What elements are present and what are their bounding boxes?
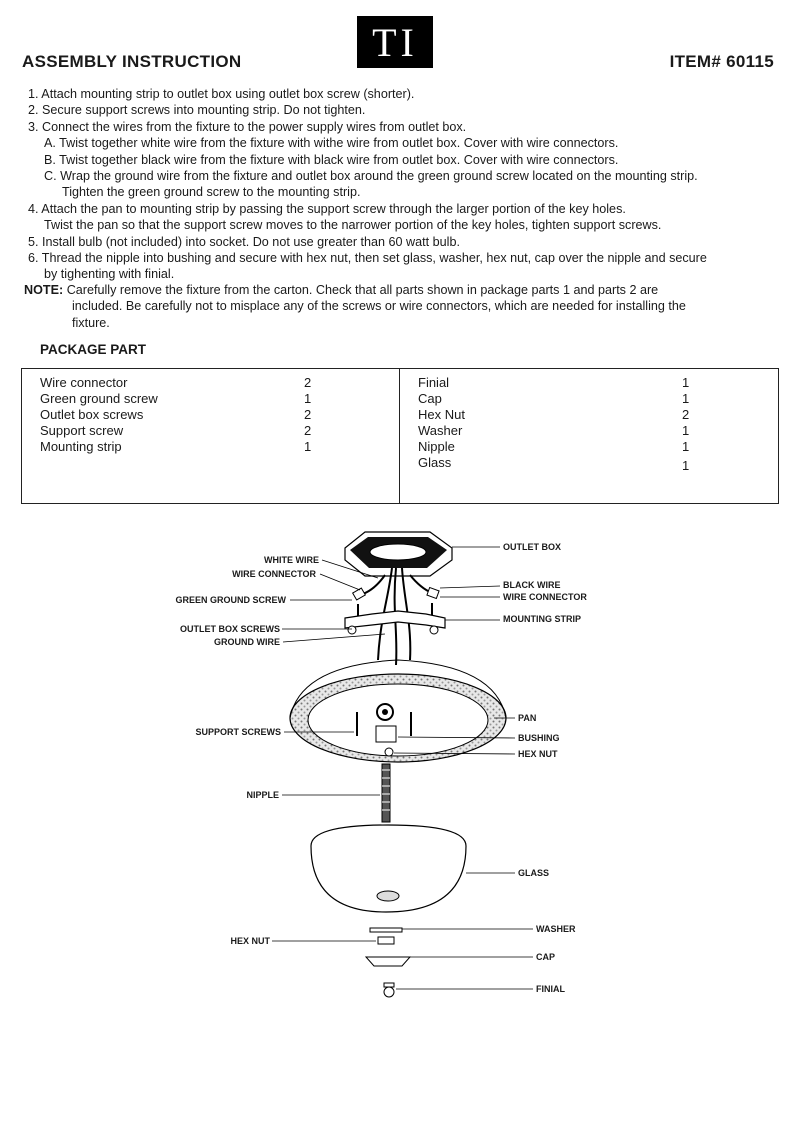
page-title: ASSEMBLY INSTRUCTION — [22, 52, 242, 71]
label-black-wire: BLACK WIRE — [503, 580, 561, 590]
step-4-cont: Twist the pan so that the support screw moves to the narrower portion of the key holes, tighten support screws. — [44, 218, 662, 233]
hex-nut-bottom — [378, 937, 394, 944]
part-qty: 2 — [682, 407, 690, 422]
assembly-diagram — [0, 520, 808, 1010]
label-hex-nut-left: HEX NUT — [230, 936, 270, 946]
nipple — [382, 764, 390, 822]
label-support-screws: SUPPORT SCREWS — [195, 727, 281, 737]
note-label: NOTE: — [24, 283, 64, 297]
label-mounting-strip: MOUNTING STRIP — [503, 614, 581, 624]
note-line-2: included. Be carefully not to misplace any of the screws or wire connectors, which are needed for installing the — [72, 299, 686, 314]
package-table — [21, 368, 779, 504]
part-name: Cap — [418, 391, 442, 406]
step-3c-cont: Tighten the green ground screw to the mounting strip. — [62, 185, 361, 200]
item-number: ITEM# 60115 — [669, 52, 774, 71]
part-name: Support screw — [40, 423, 124, 438]
part-name: Nipple — [418, 439, 455, 454]
label-glass: GLASS — [518, 868, 550, 878]
step-3: 3. Connect the wires from the fixture to the power supply wires from outlet box. — [28, 119, 467, 134]
cap — [366, 957, 410, 966]
label-ground-wire: GROUND WIRE — [214, 637, 280, 647]
label-hex-nut-right: HEX NUT — [518, 749, 558, 759]
part-name: Hex Nut — [418, 407, 465, 422]
part-qty: 1 — [304, 391, 312, 406]
label-wire-connector-right: WIRE CONNECTOR — [503, 592, 587, 602]
note-block — [24, 282, 794, 331]
step-2: 2. Secure support screws into mounting strip. Do not tighten. — [28, 103, 366, 118]
part-qty: 2 — [304, 407, 312, 422]
label-outlet-box: OUTLET BOX — [503, 542, 561, 552]
part-name: Wire connector — [40, 375, 128, 390]
part-qty: 1 — [682, 375, 690, 390]
note-line-1: Carefully remove the fixture from the carton. Check that all parts shown in package parts 1 and parts 2 are — [66, 283, 659, 297]
step-3c: C. Wrap the ground wire from the fixture and outlet box around the green ground screw located on the mounting strip. — [44, 169, 698, 184]
label-wire-connector-left: WIRE CONNECTOR — [232, 569, 316, 579]
step-5: 5. Install bulb (not included) into socket. Do not use greater than 60 watt bulb. — [28, 234, 460, 249]
instruction-steps — [28, 86, 798, 283]
note-line-3: fixture. — [72, 315, 110, 330]
part-name: Mounting strip — [40, 439, 122, 454]
package-title: PACKAGE PART — [40, 342, 147, 357]
outlet-box — [345, 532, 452, 576]
label-washer: WASHER — [536, 924, 576, 934]
part-qty: 1 — [682, 391, 690, 406]
part-name: Washer — [418, 423, 463, 438]
part-qty: 1 — [682, 439, 690, 454]
part-qty: 2 — [304, 375, 312, 390]
label-cap: CAP — [536, 952, 556, 962]
part-qty: 1 — [304, 439, 312, 454]
step-1: 1. Attach mounting strip to outlet box using outlet box screw (shorter). — [28, 87, 415, 101]
step-6-cont: by tighenting with finial. — [44, 267, 175, 282]
part-name: Finial — [418, 375, 450, 390]
logo-text: TI — [372, 19, 418, 65]
label-white-wire: WHITE WIRE — [264, 555, 319, 565]
glass — [311, 825, 466, 912]
washer — [370, 928, 402, 932]
label-green-ground-screw: GREEN GROUND SCREW — [175, 595, 286, 605]
step-6: 6. Thread the nipple into bushing and secure with hex nut, then set glass, washer, hex nut, cap over the nipple and secure — [28, 251, 707, 266]
part-name: Green ground screw — [40, 391, 158, 406]
label-pan: PAN — [518, 713, 537, 723]
label-outlet-box-screws: OUTLET BOX SCREWS — [179, 624, 280, 634]
step-3a: A. Twist together white wire from the fixture with withe wire from outlet box. Cover with wire connectors. — [44, 136, 619, 151]
part-qty: 1 — [682, 423, 690, 438]
brand-logo — [357, 16, 433, 68]
label-nipple: NIPPLE — [246, 790, 279, 800]
table-divider — [399, 369, 400, 503]
label-finial: FINIAL — [536, 984, 565, 994]
part-qty: 1 — [682, 458, 690, 473]
step-4: 4. Attach the pan to mounting strip by passing the support screw through the larger portion of the key holes. — [28, 201, 626, 216]
pan — [290, 660, 506, 762]
part-name: Outlet box screws — [40, 407, 144, 422]
part-qty: 2 — [304, 423, 312, 438]
step-3b: B. Twist together black wire from the fixture with black wire from outlet box. Cover with wire connectors. — [44, 152, 619, 167]
part-name: Glass — [418, 455, 452, 470]
label-bushing: BUSHING — [518, 733, 560, 743]
finial — [384, 983, 394, 997]
hex-nut-top — [385, 748, 393, 756]
